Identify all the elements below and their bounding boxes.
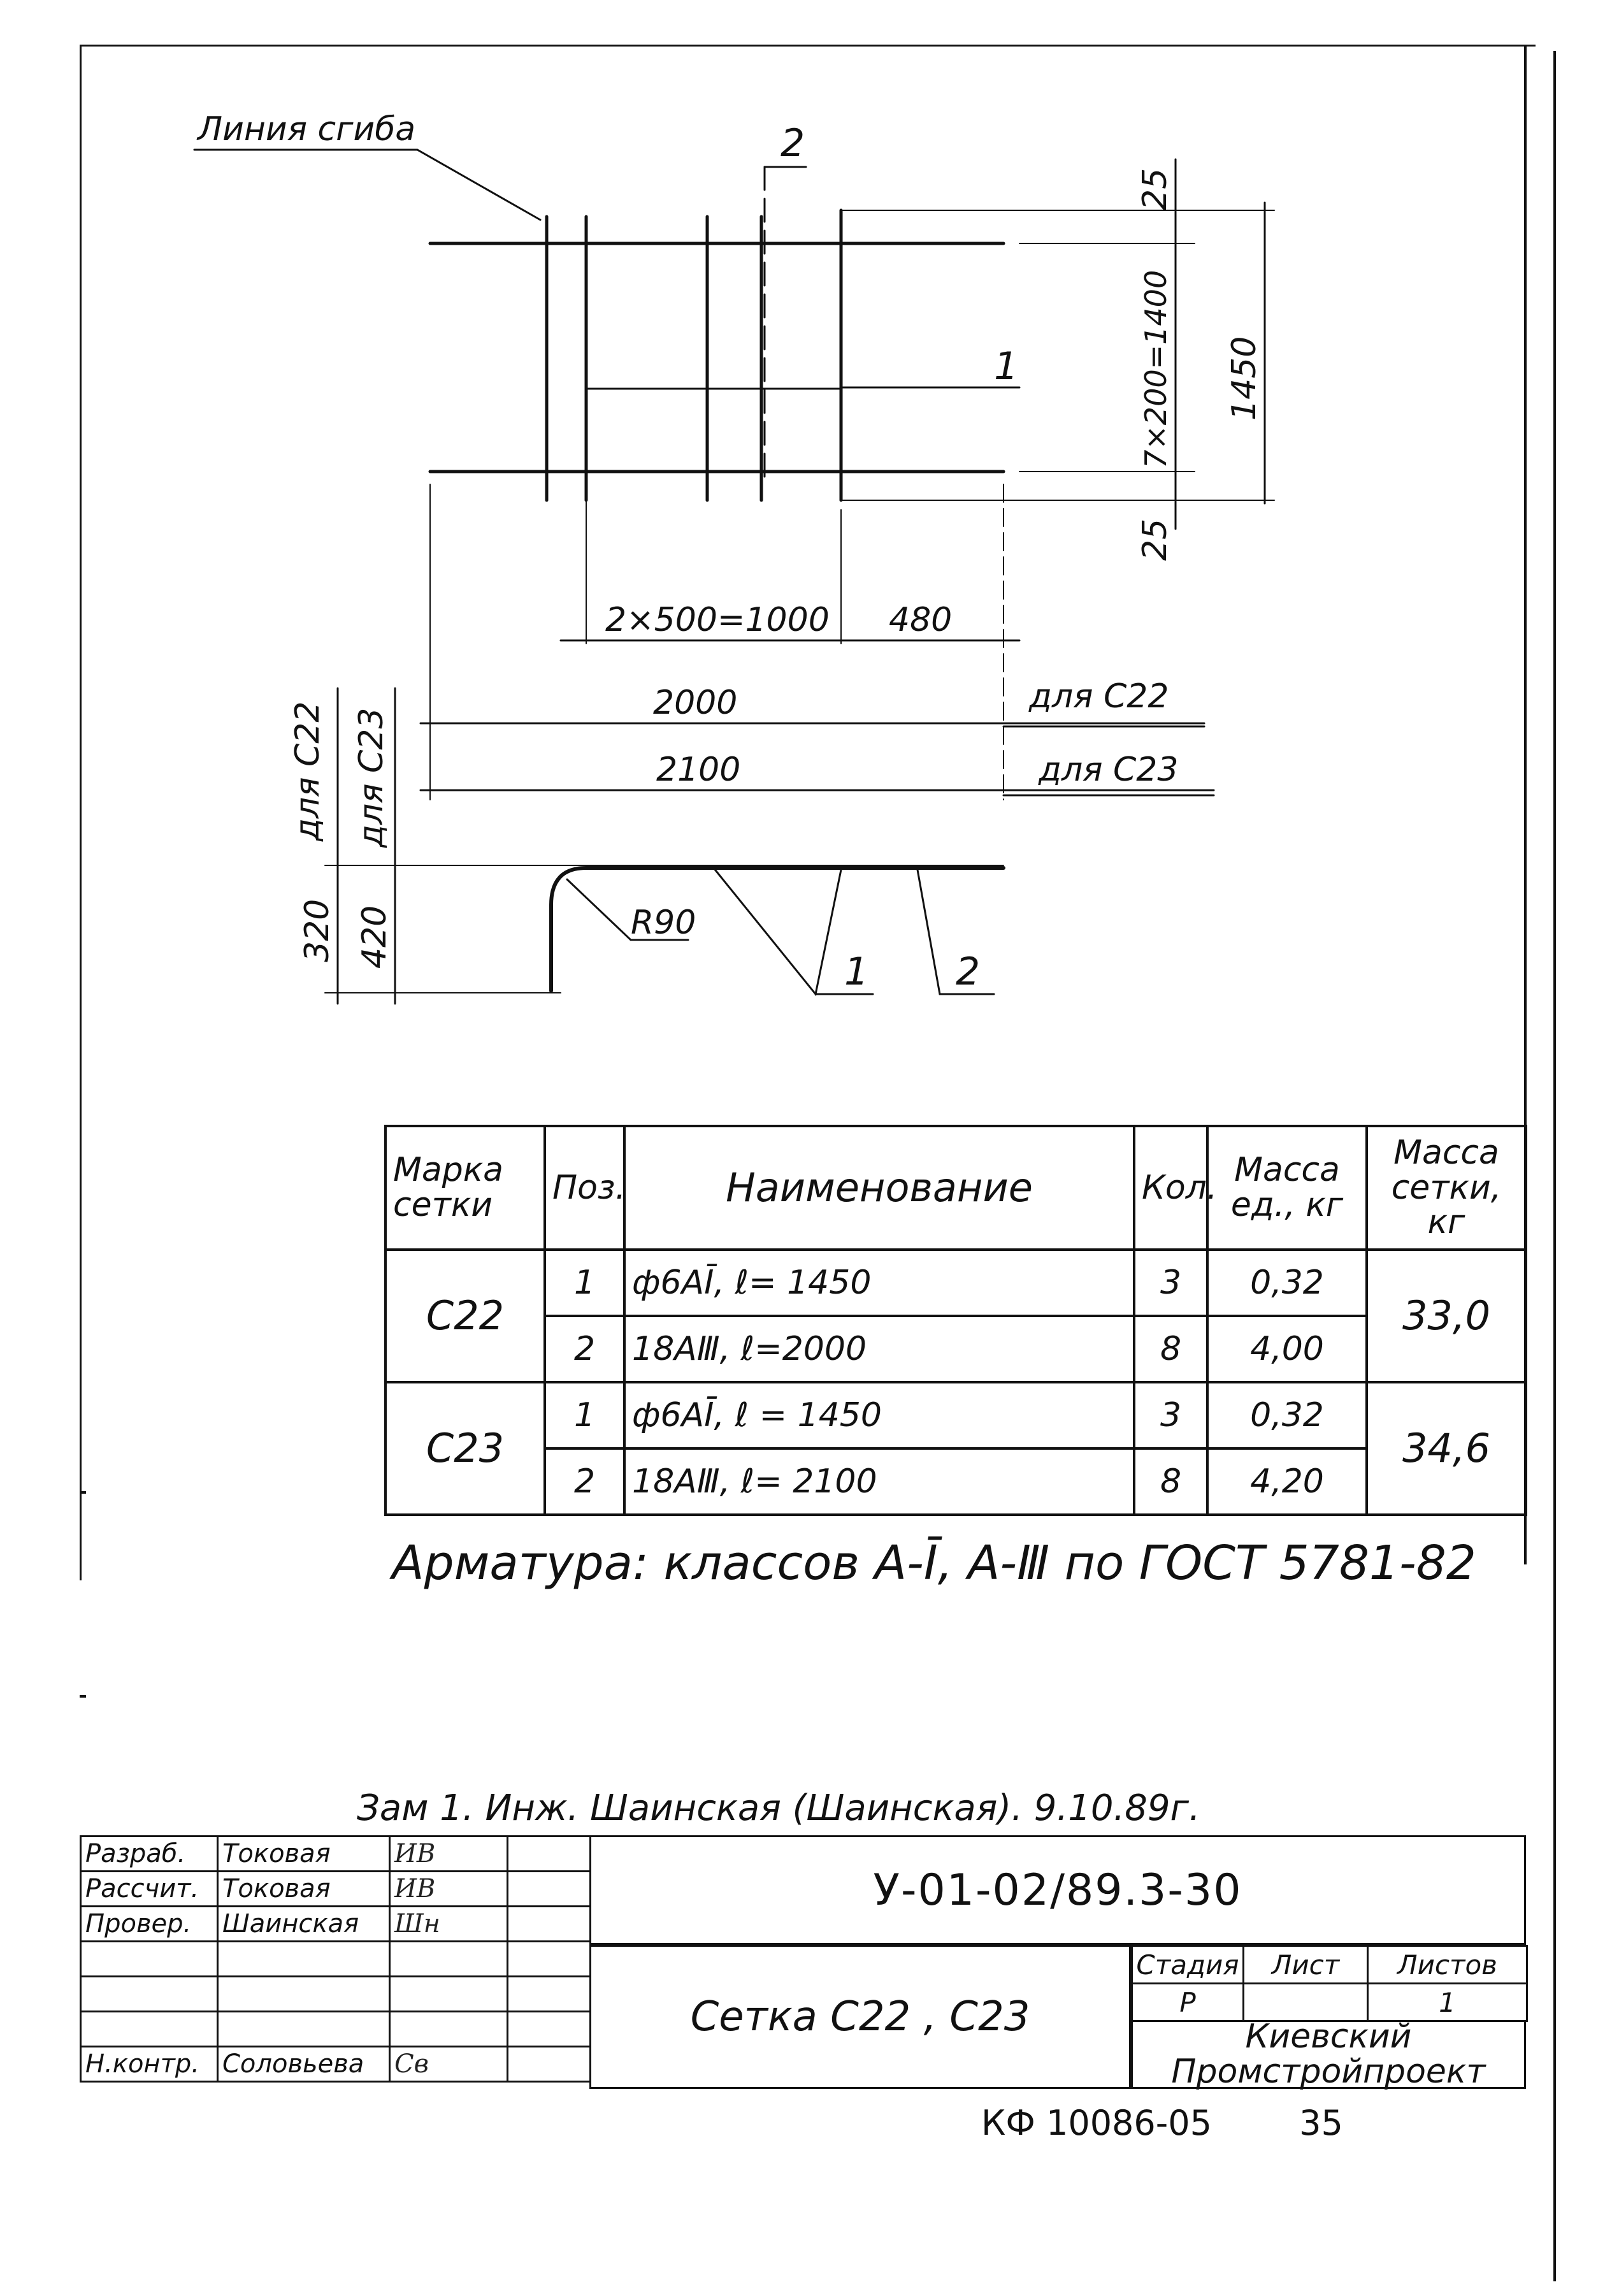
mesh-mark: С22 — [385, 1250, 545, 1382]
position: 2 — [545, 1316, 624, 1382]
cut-line-leader — [194, 150, 540, 220]
signature: ИВ — [390, 1872, 508, 1907]
document-code: У-01-02/89.3-30 — [589, 1835, 1526, 1945]
date-cell — [508, 1837, 591, 1872]
header-qty: Кол. — [1134, 1126, 1207, 1250]
tick-mark — [80, 1695, 86, 1698]
drawing-title: Сетка С22 , С23 — [589, 1945, 1131, 2089]
role — [81, 1977, 218, 2012]
radius-label: R90 — [631, 904, 696, 942]
stage-header: Стадия — [1132, 1946, 1244, 1984]
role: Провер. — [81, 1907, 218, 1942]
date-cell — [508, 2012, 591, 2047]
person-name — [218, 1942, 390, 1977]
mesh-mark: С23 — [385, 1382, 545, 1515]
organization-line-1: Киевский — [1245, 2018, 1412, 2056]
section-marker: 2 — [781, 121, 805, 166]
signature — [390, 1977, 508, 2012]
footer-stamp — [981, 2103, 1343, 2143]
item-name: ф6АĪ, ℓ = 1450 — [624, 1382, 1134, 1448]
pos1-label: 1 — [994, 344, 1019, 389]
spec-row — [385, 1316, 1526, 1382]
signature — [390, 2012, 508, 2047]
date-cell — [508, 1872, 591, 1907]
sheet-header: Лист — [1244, 1946, 1368, 1984]
role: Разраб. — [81, 1837, 218, 1872]
role — [81, 2012, 218, 2047]
tick-mark — [80, 1491, 86, 1494]
person-name: Токовая — [218, 1837, 390, 1872]
person-name — [218, 2012, 390, 2047]
dim-25-top: 25 — [1136, 168, 1174, 210]
signature-row — [81, 1907, 591, 1942]
stage-table — [1131, 1945, 1528, 2022]
spec-row — [385, 1382, 1526, 1448]
dim-2000: 2000 — [653, 684, 738, 722]
signature-row — [81, 1837, 591, 1872]
signature-row — [81, 1872, 591, 1907]
stage-value-row — [1132, 1984, 1527, 2021]
date-cell — [508, 1907, 591, 1942]
quantity: 8 — [1134, 1448, 1207, 1515]
dim-2100: 2100 — [656, 751, 741, 789]
dim-25-bottom: 25 — [1136, 518, 1174, 561]
page-number: 35 — [1299, 2103, 1343, 2143]
spec-row — [385, 1250, 1526, 1316]
role — [81, 1942, 218, 1977]
quantity: 3 — [1134, 1382, 1207, 1448]
position: 1 — [545, 1250, 624, 1316]
role: Н.контр. — [81, 2047, 218, 2082]
signature: ИВ — [390, 1837, 508, 1872]
leader-1-label: 1 — [844, 949, 869, 994]
item-name: ф6АĪ, ℓ= 1450 — [624, 1250, 1134, 1316]
title-block — [80, 1835, 1526, 2089]
spec-header-row — [385, 1126, 1526, 1250]
reinforcement-note: Арматура: классов А-Ī, А-Ⅲ по ГОСТ 5781-82 — [392, 1536, 1476, 1591]
for-c22-label: для С22 — [1029, 677, 1169, 716]
person-name: Соловьева — [218, 2047, 390, 2082]
item-name: 18АⅢ, ℓ=2000 — [624, 1316, 1134, 1382]
mesh-mass: 34,6 — [1367, 1382, 1526, 1515]
stage-header-row — [1132, 1946, 1527, 1984]
header-name: Наименование — [624, 1126, 1134, 1250]
role: Рассчит. — [81, 1872, 218, 1907]
specification-table — [384, 1125, 1527, 1516]
date-cell — [508, 1942, 591, 1977]
dim-spacing-vertical: 7×200=1400 — [1139, 270, 1173, 468]
date-cell — [508, 2047, 591, 2082]
signature-row — [81, 2012, 591, 2047]
spec-row — [385, 1448, 1526, 1515]
dim-320: 320 — [298, 899, 336, 962]
organization-line-2: Промстройпроект — [1171, 2053, 1486, 2091]
header-mark: Марка сетки — [385, 1126, 545, 1250]
signature-row — [81, 1942, 591, 1977]
person-name — [218, 1977, 390, 2012]
person-name: Шаинская — [218, 1907, 390, 1942]
quantity: 8 — [1134, 1316, 1207, 1382]
pos-leader-1 — [714, 868, 841, 994]
unit-mass: 0,32 — [1207, 1382, 1367, 1448]
signature-table — [80, 1835, 591, 2083]
cut-line-label: Линия сгиба — [198, 110, 416, 148]
dim-420: 420 — [356, 905, 394, 969]
mesh-mass: 33,0 — [1367, 1250, 1526, 1382]
header-unit-mass: Масса ед., кг — [1207, 1126, 1367, 1250]
unit-mass: 0,32 — [1207, 1250, 1367, 1316]
change-note: Зам 1. Инж. Шаинская (Шаинская). 9.10.89г. — [357, 1787, 1200, 1829]
sheets-header: Листов — [1368, 1946, 1527, 1984]
signature: Шн — [390, 1907, 508, 1942]
side-for-c22: для С22 — [289, 701, 327, 841]
dim-480: 480 — [889, 601, 953, 639]
stage-value: Р — [1132, 1984, 1244, 2021]
dim-spacing-horizontal: 2×500=1000 — [605, 601, 830, 639]
for-c23-label: для С23 — [1039, 751, 1179, 789]
archive-number: КФ 10086-05 — [981, 2103, 1212, 2143]
signature-row — [81, 2047, 591, 2082]
signature-row — [81, 1977, 591, 2012]
position: 1 — [545, 1382, 624, 1448]
quantity: 3 — [1134, 1250, 1207, 1316]
header-mesh-mass: Масса сетки, кг — [1367, 1126, 1526, 1250]
signature: Св — [390, 2047, 508, 2082]
item-name: 18АⅢ, ℓ= 2100 — [624, 1448, 1134, 1515]
sheets-value: 1 — [1368, 1984, 1527, 2021]
mesh-drawing — [0, 0, 1619, 1083]
header-pos: Поз. — [545, 1126, 624, 1250]
sheet-value — [1244, 1984, 1368, 2021]
organization — [1131, 2020, 1526, 2089]
unit-mass: 4,00 — [1207, 1316, 1367, 1382]
leader-2-label: 2 — [956, 949, 981, 994]
date-cell — [508, 1977, 591, 2012]
position: 2 — [545, 1448, 624, 1515]
side-for-c23: для С23 — [352, 707, 391, 848]
dim-total-height: 1450 — [1225, 336, 1263, 421]
signature — [390, 1942, 508, 1977]
person-name: Токовая — [218, 1872, 390, 1907]
unit-mass: 4,20 — [1207, 1448, 1367, 1515]
